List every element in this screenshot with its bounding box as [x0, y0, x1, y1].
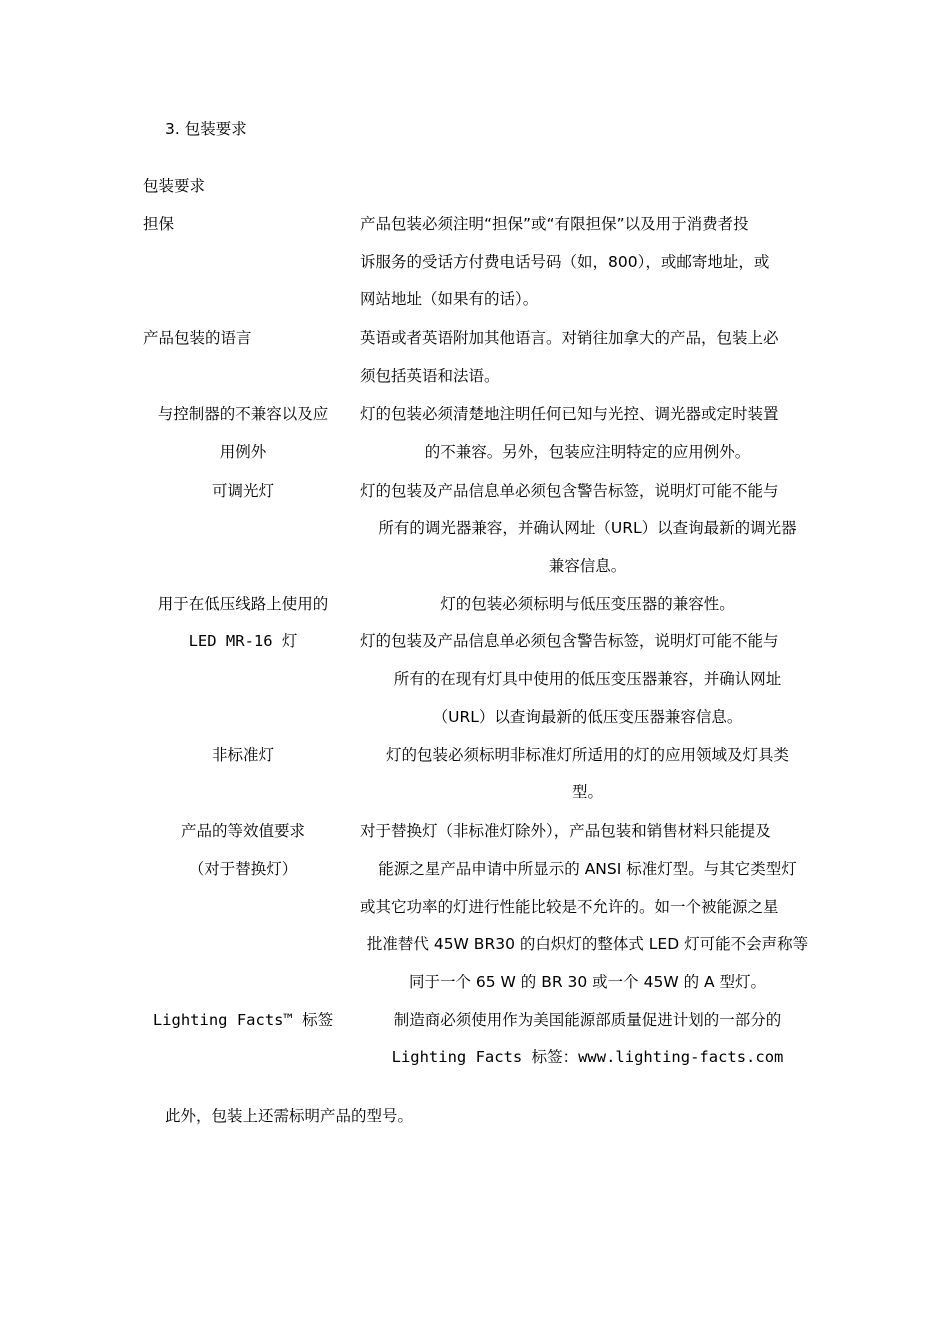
row-label: 担保: [143, 215, 175, 233]
row-desc-line: 诉服务的受话方付费电话号码（如，800），或邮寄地址，或: [360, 253, 770, 271]
row-desc-line: 灯的包装必须清楚地注明任何已知与光控、调光器或定时装置: [360, 405, 779, 423]
row-label: 非标准灯: [211, 746, 274, 764]
row-desc-line: 同于一个 65 W 的 BR 30 或一个 45W 的 A 型灯。: [408, 973, 767, 991]
row-desc-line: 制造商必须使用作为美国能源部质量促进计划的一部分的: [393, 1011, 782, 1029]
row-label: LED MR-16 灯: [188, 632, 298, 650]
row-desc-line: 灯的包装必须标明与低压变压器的兼容性。: [440, 595, 735, 613]
row-desc-line: 对于替换灯（非标准灯除外），产品包装和销售材料只能提及: [360, 822, 771, 840]
row-desc-line: 灯的包装及产品信息单必须包含警告标签，说明灯可能不能与: [360, 482, 779, 500]
row-desc-line: 网站地址（如果有的话）。: [360, 290, 539, 308]
subheading: 包装要求: [143, 177, 206, 195]
row-label: 用例外: [219, 443, 267, 461]
row-desc-line: Lighting Facts 标签：www.lighting-facts.com: [391, 1048, 784, 1066]
row-desc-line: 或其它功率的灯进行性能比较是不允许的。如一个被能源之星: [360, 898, 779, 916]
row-desc-line: 能源之星产品申请中所显示的 ANSI 标准灯型。与其它类型灯: [378, 860, 797, 878]
row-desc-line: 所有的调光器兼容，并确认网址（URL）以查询最新的调光器: [378, 519, 797, 537]
section-heading: 3. 包装要求: [165, 120, 247, 138]
row-label: Lighting Facts™ 标签: [152, 1011, 334, 1029]
row-desc-line: 英语或者英语附加其他语言。对销往加拿大的产品，包装上必: [360, 329, 779, 347]
footer-note: 此外，包装上还需标明产品的型号。: [165, 1107, 414, 1125]
row-desc-line: 灯的包装及产品信息单必须包含警告标签，说明灯可能不能与: [360, 632, 779, 650]
row-desc-line: 灯的包装必须标明非标准灯所适用的灯的应用领域及灯具类: [385, 746, 789, 764]
row-desc-line: 的不兼容。另外，包装应注明特定的应用例外。: [424, 443, 751, 461]
row-desc-line: 批准替代 45W BR30 的白炽灯的整体式 LED 灯可能不会声称等: [366, 935, 809, 953]
row-desc-line: （URL）以查询最新的低压变压器兼容信息。: [432, 708, 743, 726]
row-label: 可调光灯: [211, 482, 274, 500]
row-desc-line: 所有的在现有灯具中使用的低压变压器兼容，并确认网址: [393, 670, 782, 688]
row-label: 产品包装的语言: [143, 329, 252, 347]
row-desc-line: 兼容信息。: [548, 557, 627, 575]
row-desc-line: 产品包装必须注明“担保”或“有限担保”以及用于消费者投: [360, 215, 749, 233]
row-label: （对于替换灯）: [188, 860, 298, 878]
row-label: 与控制器的不兼容以及应: [157, 405, 329, 423]
row-desc-line: 型。: [571, 783, 603, 801]
row-desc-line: 须包括英语和法语。: [360, 367, 500, 385]
row-label: 用于在低压线路上使用的: [157, 595, 329, 613]
row-label: 产品的等效值要求: [180, 822, 305, 840]
